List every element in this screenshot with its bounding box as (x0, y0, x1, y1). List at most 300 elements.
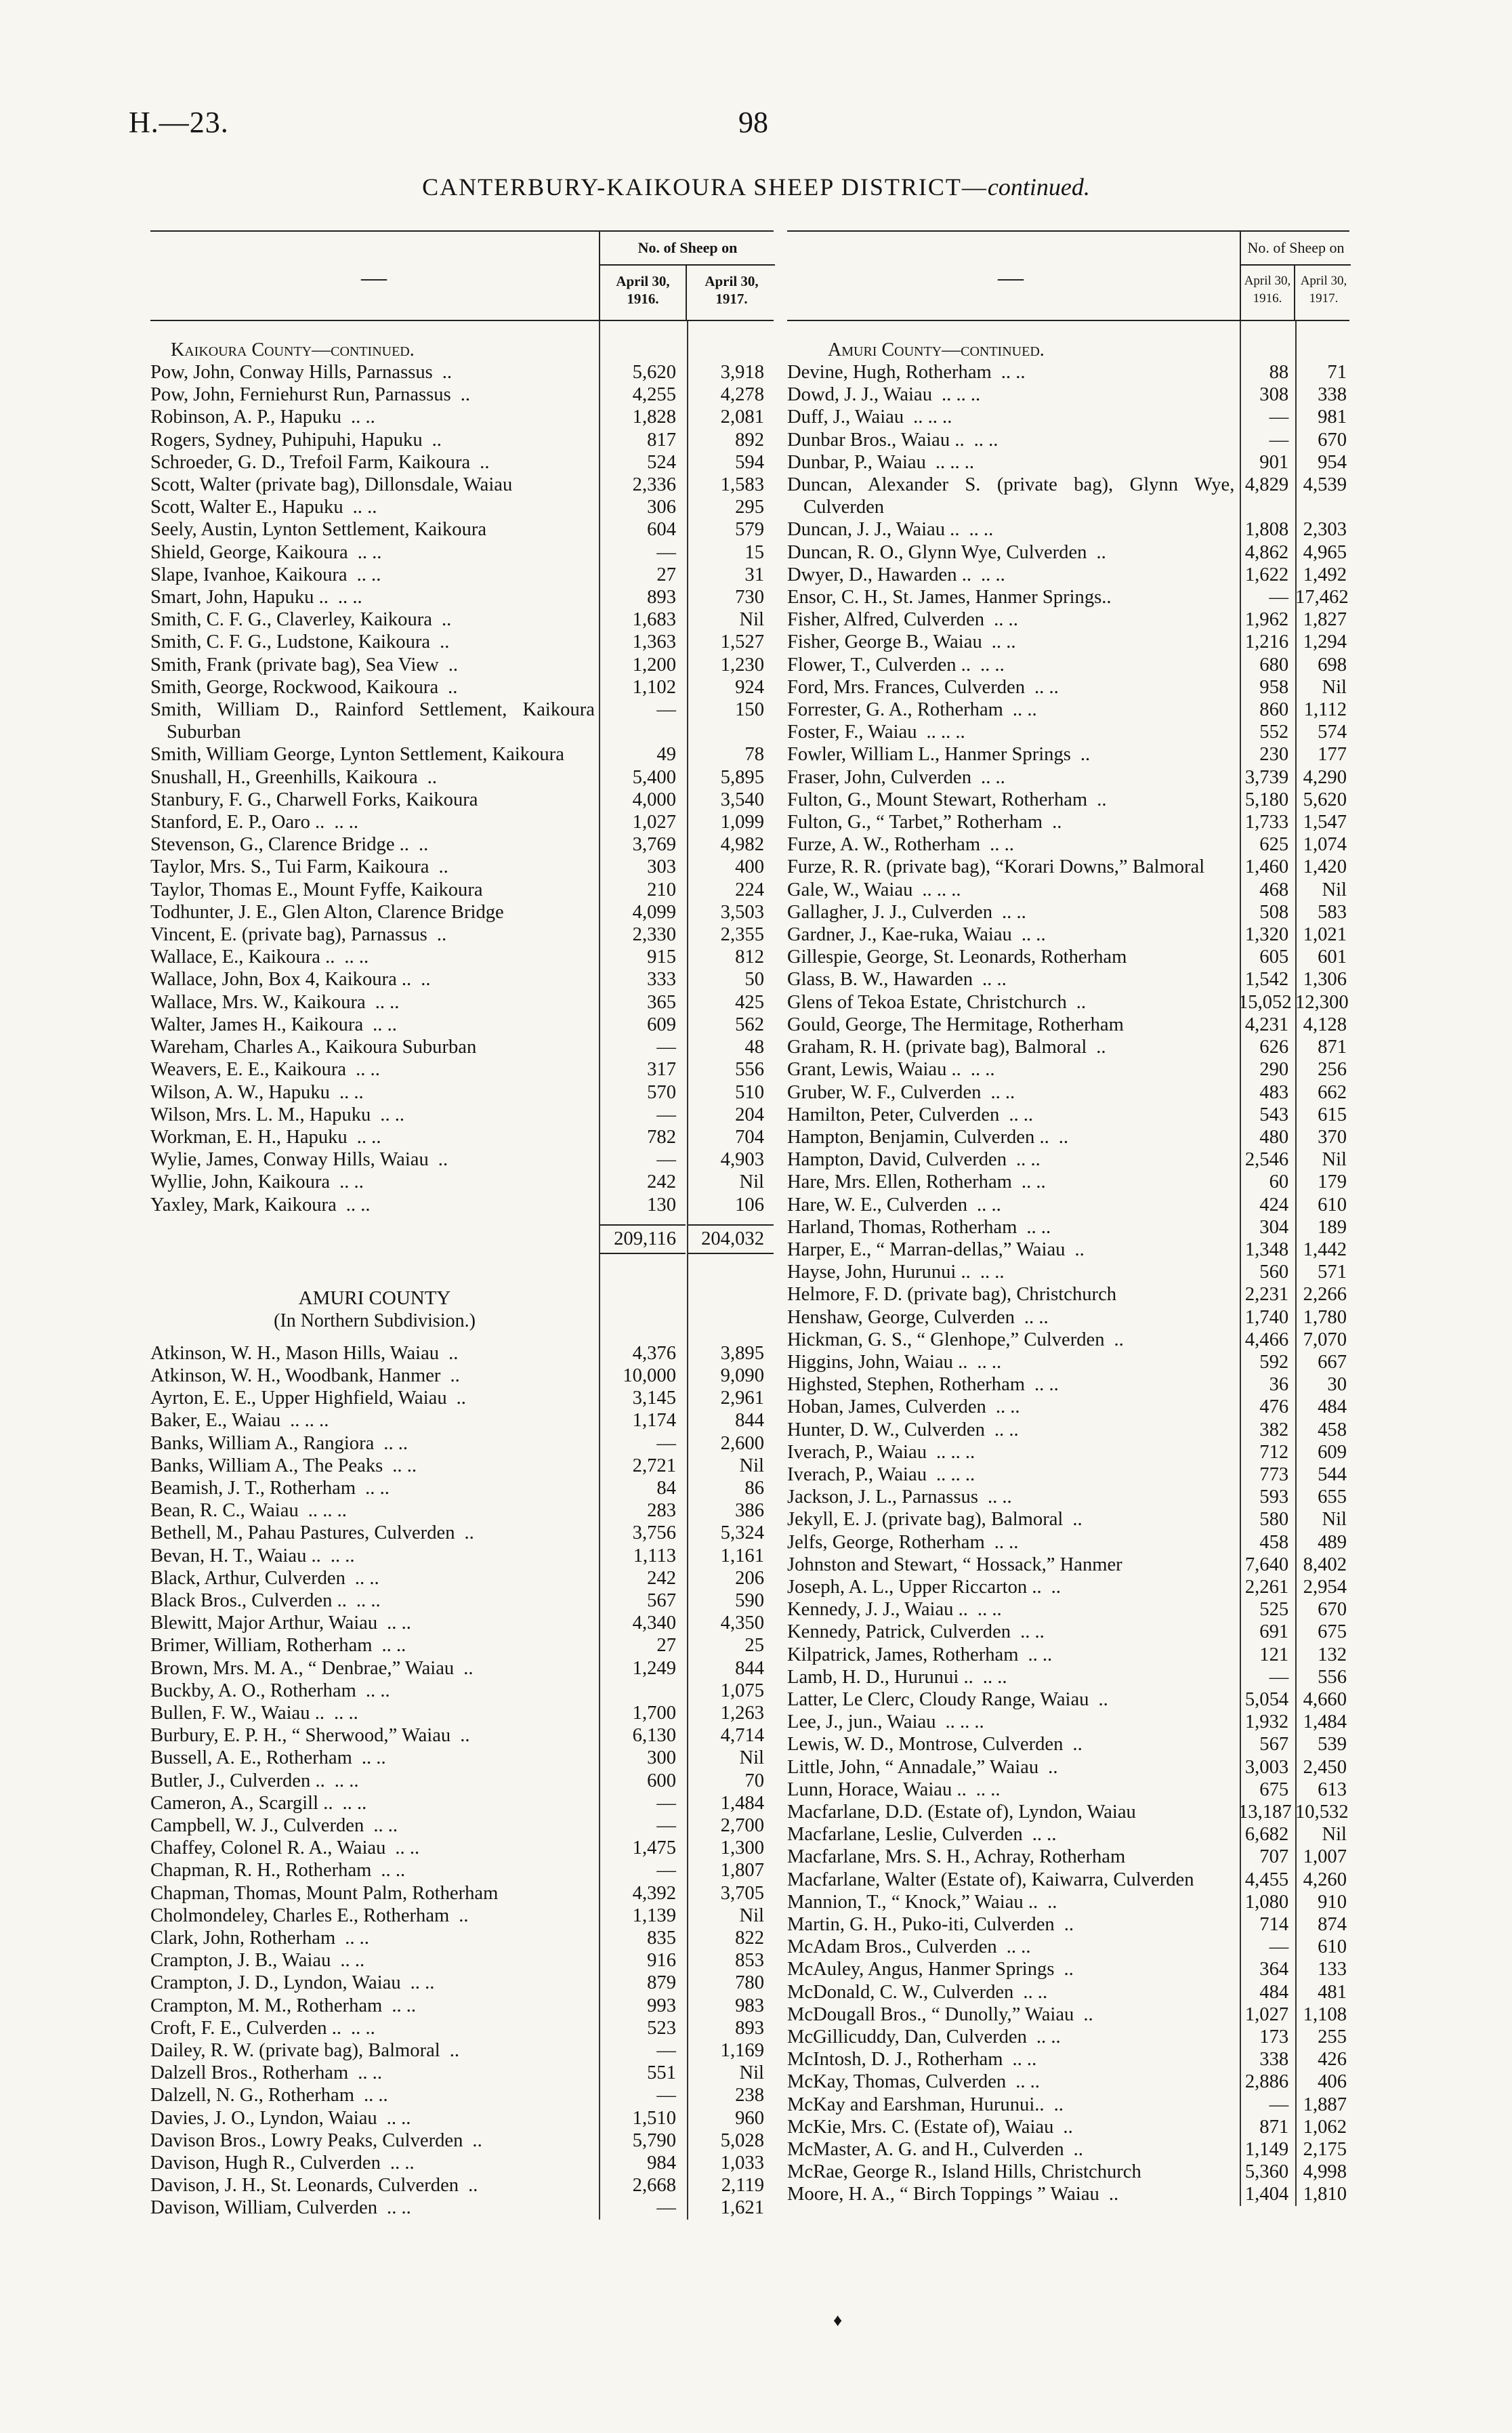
left-column-header (150, 230, 774, 321)
sheep-1917: 48 (744, 1037, 764, 1058)
owner-name (150, 1972, 599, 1994)
owner-name (787, 1373, 1238, 1396)
sheep-1916: 958 (1259, 676, 1289, 698)
owner-name-text: Mannion, T., “ Knock,” Waiau .. (787, 1891, 1038, 1913)
owner-name-text: McKay, Thomas, Culverden (787, 2071, 1007, 2093)
sheep-1917: 133 (1318, 1959, 1347, 1980)
owner-name (787, 1104, 1238, 1126)
table-row (150, 743, 774, 766)
sheep-1917: 556 (1318, 1666, 1347, 1688)
owner-name-text: Slape, Ivanhoe, Kaikoura (150, 564, 348, 585)
table-row (150, 1634, 774, 1657)
owner-name (787, 946, 1238, 968)
owner-name-text: Wyllie, John, Kaikoura (150, 1171, 331, 1193)
owner-name (787, 901, 1238, 923)
table-row (787, 383, 1349, 406)
owner-name (787, 1531, 1238, 1554)
table-row (787, 1688, 1349, 1711)
sheep-1916: 580 (1259, 1509, 1289, 1531)
sheep-1916: 543 (1259, 1104, 1289, 1125)
sheep-1916: 2,336 (632, 474, 676, 496)
sheep-1917: 8,402 (1303, 1554, 1347, 1575)
leader-dots: .. .. (356, 1059, 380, 1081)
owner-name (150, 1859, 599, 1881)
sheep-1916: — (656, 1432, 676, 1454)
owner-name (150, 654, 599, 676)
owner-name (787, 429, 1238, 451)
sheep-1917: 71 (1327, 362, 1347, 383)
leader-dots: .. .. (387, 2197, 411, 2219)
leader-dots: .. (1080, 744, 1091, 766)
sheep-1917: 4,539 (1303, 474, 1347, 496)
table-row (787, 1823, 1349, 1846)
sheep-1917: 1,780 (1303, 1306, 1347, 1328)
leader-dots: .. .. (1001, 362, 1026, 383)
leader-dots: .. .. (994, 1531, 1019, 1553)
sheep-1917: 981 (1318, 407, 1347, 428)
sheep-1916: 1,808 (1244, 519, 1289, 541)
owner-name-text: Bethell, M., Pahau Pastures, Culverden (150, 1522, 455, 1544)
owner-name-text: Foster, F., Waiau (787, 722, 917, 743)
leader-dots: .. (472, 2129, 482, 2151)
owner-name-text: Chaffey, Colonel R. A., Waiau (150, 1837, 386, 1859)
owner-name (787, 1981, 1238, 2003)
table-row (787, 2003, 1349, 2026)
sheep-1917: 4,260 (1303, 1869, 1347, 1890)
owner-name (150, 2084, 599, 2106)
table-row (150, 1995, 774, 2017)
table-row (150, 1432, 774, 1455)
leader-dots: .. .. (410, 1972, 435, 1994)
owner-name-text: Furze, R. R. (private bag), “Korari Downs,” Balmoral (787, 856, 1205, 878)
owner-name (787, 1711, 1238, 1733)
year-1916-header: April 30, 1916. (600, 266, 687, 320)
sheep-1916: 230 (1259, 744, 1289, 766)
leader-dots: .. .. (381, 1860, 406, 1881)
leader-dots: .. .. .. (942, 384, 981, 406)
year-1917-header: April 30, 1917. (705, 273, 759, 307)
sheep-1917: 1,007 (1303, 1846, 1347, 1868)
owner-name-text: Martin, G. H., Puko-iti, Culverden (787, 1914, 1055, 1936)
leader-dots: .. .. (334, 1702, 358, 1724)
leader-dots: .. .. (1012, 699, 1037, 721)
table-row (787, 1373, 1349, 1396)
sheep-1916: 1,174 (632, 1410, 676, 1432)
owner-name (787, 856, 1238, 878)
owner-name (787, 1958, 1238, 1980)
leader-dots: .. .. (982, 1666, 1007, 1688)
owner-name-text: Stanford, E. P., Oaro .. (150, 812, 325, 833)
sheep-1917: 960 (735, 2107, 764, 2129)
sheep-1917: 1,442 (1303, 1239, 1347, 1260)
leader-dots: .. .. (365, 1680, 390, 1701)
leader-dots: .. (432, 429, 442, 451)
owner-name-text: Graham, R. H. (private bag), Balmoral (787, 1037, 1087, 1058)
table-row (150, 901, 774, 923)
owner-name (150, 1905, 599, 1927)
county-total-row (150, 1224, 774, 1254)
sheep-1916: 1,102 (632, 676, 676, 698)
owner-name (150, 1126, 599, 1148)
owner-name (787, 1171, 1238, 1193)
sheep-1916: — (1269, 2094, 1289, 2115)
amuri-subdivision: (In Northern Subdivision.) (274, 1310, 476, 1331)
table-row (150, 1477, 774, 1499)
leader-dots: .. (448, 654, 459, 675)
leader-dots: .. .. (977, 1194, 1001, 1215)
page-title: CANTERBURY-KAIKOURA SHEEP DISTRICT—continued. (422, 173, 1090, 201)
owner-name (787, 1419, 1238, 1441)
leader-dots: .. (480, 451, 490, 473)
sheep-1916: 242 (647, 1171, 676, 1193)
sheep-1916: — (656, 1104, 676, 1125)
table-row (787, 991, 1349, 1014)
owner-name-text: Atkinson, W. H., Mason Hills, Waiau (150, 1342, 440, 1364)
leader-dots: .. (1072, 1734, 1083, 1755)
sheep-1916: — (656, 2197, 676, 2219)
owner-name-text: Smith, Frank (private bag), Sea View (150, 654, 439, 675)
sheep-1916: 552 (1259, 722, 1289, 743)
owner-name (787, 2003, 1238, 2026)
owner-name (150, 1194, 599, 1216)
owner-name (787, 1936, 1238, 1958)
owner-name-text: Ensor, C. H., St. James, Hanmer Springs.. (787, 587, 1112, 608)
table-row (150, 1882, 774, 1905)
leader-dots: .. .. (395, 1837, 420, 1859)
leader-dots: .. (1063, 2116, 1073, 2138)
sheep-1917: 3,705 (720, 1882, 764, 1904)
sheep-1916: 551 (647, 2062, 676, 2084)
owner-name (150, 1724, 599, 1747)
table-row (787, 654, 1349, 676)
table-row (150, 2039, 774, 2062)
leader-dots: .. (1058, 1126, 1069, 1148)
table-row (150, 1171, 774, 1193)
owner-name (150, 1148, 599, 1171)
sheep-1916: 524 (647, 451, 676, 473)
sheep-1916: 1,510 (632, 2107, 676, 2129)
table-row (150, 1702, 774, 1724)
leader-dots: .. .. (1021, 924, 1046, 946)
sheep-1916: 707 (1259, 1846, 1289, 1868)
table-row (787, 1666, 1349, 1688)
owner-name (787, 789, 1238, 811)
table-row (150, 1522, 774, 1544)
leader-dots: .. .. (345, 1928, 369, 1949)
table-row (787, 1261, 1349, 1283)
leader-dots: .. (441, 609, 452, 631)
owner-name-text: Vincent, E. (private bag), Parnassus (150, 924, 427, 946)
sheep-1916: 1,683 (632, 609, 676, 631)
owner-name (787, 721, 1238, 743)
table-row (787, 923, 1349, 946)
sheep-1917: 458 (1318, 1419, 1347, 1440)
owner-name (150, 1477, 599, 1499)
sheep-1917: Nil (1322, 676, 1347, 698)
owner-name (787, 2183, 1238, 2205)
sheep-1916: 364 (1259, 1959, 1289, 1980)
sheep-1917: 4,982 (720, 834, 764, 856)
sheep-1916: 424 (1259, 1194, 1289, 1215)
sheep-1917: 3,540 (720, 789, 764, 810)
table-row (787, 541, 1349, 564)
sheep-1916: 333 (647, 969, 676, 991)
sheep-1917: 4,998 (1303, 2161, 1347, 2183)
sheep-1916: 27 (656, 564, 676, 585)
table-row (787, 1869, 1349, 1891)
owner-name-text: McKie, Mrs. C. (Estate of), Waiau (787, 2116, 1054, 2138)
table-row (150, 654, 774, 676)
owner-name-text: Macfarlane, D.D. (Estate of), Lyndon, Waiau (787, 1802, 1136, 1823)
leader-dots: .. .. (381, 1635, 406, 1657)
sheep-1917: 675 (1318, 1621, 1347, 1643)
owner-name (150, 406, 599, 428)
sheep-1917: 1,527 (720, 631, 764, 653)
owner-name-text: Lamb, H. D., Hurunui .. (787, 1666, 973, 1688)
owner-name-text: Dunbar Bros., Waiau .. (787, 429, 965, 451)
owner-name-text: Smith, George, Rockwood, Kaikoura (150, 676, 439, 698)
owner-name (150, 518, 599, 541)
owner-name (787, 1058, 1238, 1081)
owner-name-text: Helmore, F. D. (private bag), Christchurch (787, 1284, 1117, 1306)
table-row (150, 1905, 774, 1927)
sheep-1917: 1,075 (720, 1680, 764, 1701)
table-row (787, 1058, 1349, 1081)
owner-name-text: Banks, William A., The Peaks (150, 1455, 383, 1476)
table-row (150, 2107, 774, 2129)
sheep-1916: 365 (647, 991, 676, 1013)
owner-name-text: Pow, John, Conway Hills, Parnassus (150, 362, 433, 383)
sheep-1917: 7,070 (1303, 1329, 1347, 1350)
sheep-1917: 1,112 (1303, 699, 1347, 721)
owner-name-text: Fowler, William L., Hanmer Springs (787, 744, 1071, 766)
year-1917-header: April 30, 1917. (1300, 274, 1347, 306)
sheep-1916: 523 (647, 2017, 676, 2039)
sheep-1916: 1,932 (1244, 1711, 1289, 1733)
table-row (150, 1014, 774, 1036)
sheep-1917: 1,547 (1303, 812, 1347, 833)
sheep-1917: 1,621 (720, 2197, 764, 2219)
sheep-1917: 3,503 (720, 901, 764, 923)
leader-dots: .. (1076, 991, 1087, 1013)
owner-name (150, 564, 599, 586)
owner-name (787, 2161, 1238, 2183)
table-row (787, 901, 1349, 923)
owner-name-text: Atkinson, W. H., Woodbank, Hanmer (150, 1365, 441, 1386)
sheep-1917: Nil (1322, 1509, 1347, 1531)
sheep-1916: 468 (1259, 879, 1289, 900)
sheep-1916: 675 (1259, 1779, 1289, 1800)
table-row (150, 1409, 774, 1432)
leader-dots: .. .. (1034, 1374, 1059, 1396)
sheep-1917: 544 (1318, 1463, 1347, 1485)
sheep-1917: 1,230 (720, 654, 764, 675)
owner-name-text: Dunbar, P., Waiau (787, 451, 926, 473)
table-row (150, 1859, 774, 1881)
sheep-1916: 1,404 (1244, 2184, 1289, 2205)
leader-dots: .. .. .. (926, 722, 965, 743)
sheep-1917: 698 (1318, 654, 1347, 675)
owner-name-text: Duncan, J. J., Waiau .. (787, 519, 960, 541)
table-row (150, 2062, 774, 2084)
sheep-1916: 458 (1259, 1531, 1289, 1553)
sheep-1917: 655 (1318, 1486, 1347, 1508)
owner-name (150, 1814, 599, 1837)
table-row (150, 2174, 774, 2197)
table-row (787, 474, 1349, 518)
table-row (150, 451, 774, 474)
table-row (787, 564, 1349, 586)
owner-name (787, 833, 1238, 856)
sheep-1917: 4,903 (720, 1149, 764, 1171)
sheep-1917: 31 (744, 564, 764, 585)
owner-name-text: Fisher, Alfred, Culverden (787, 609, 985, 631)
owner-name-text: Walter, James H., Kaikoura (150, 1014, 364, 1035)
sheep-1916: 4,466 (1244, 1329, 1289, 1350)
sheep-1916: — (656, 699, 676, 721)
leader-dots: .. (460, 1725, 470, 1747)
owner-name-text: Hickman, G. S., “ Glenhope,” Culverden (787, 1329, 1105, 1350)
sheep-1917: 370 (1318, 1126, 1347, 1148)
sheep-1917: 1,169 (720, 2040, 764, 2062)
sheep-1916: — (656, 1814, 676, 1836)
table-row (787, 608, 1349, 631)
sheep-1916: 901 (1259, 451, 1289, 473)
sheep-1916: 680 (1259, 654, 1289, 675)
sheep-1916: 879 (647, 1972, 676, 1994)
owner-name (150, 699, 599, 743)
sheep-1916: 4,455 (1244, 1869, 1289, 1890)
owner-name (787, 1756, 1238, 1779)
owner-name (787, 1306, 1238, 1329)
owner-name (787, 699, 1238, 721)
table-row (787, 1711, 1349, 1733)
owner-name-text: Gallagher, J. J., Culverden (787, 901, 992, 923)
owner-name (787, 1598, 1238, 1621)
sheep-1916: 6,130 (632, 1725, 676, 1747)
leader-dots: .. .. (351, 407, 375, 428)
owner-name (787, 1621, 1238, 1643)
leader-dots: .. (448, 676, 458, 698)
sheep-1917: 1,062 (1303, 2116, 1347, 2138)
leader-dots: .. (459, 1905, 469, 1926)
leader-dots: .. .. (990, 834, 1014, 856)
sheep-1916: 484 (1259, 1981, 1289, 2003)
owner-name (787, 811, 1238, 833)
owner-name-text: Joseph, A. L., Upper Riccarton .. (787, 1576, 1042, 1598)
sheep-1917: 10,532 (1295, 1802, 1349, 1823)
owner-name (787, 1126, 1238, 1148)
leader-dots: .. (1073, 2139, 1083, 2161)
owner-name (787, 1014, 1238, 1036)
sheep-1917: 295 (735, 497, 764, 518)
table-row (787, 968, 1349, 991)
owner-name-text: Latter, Le Clerc, Cloudy Range, Waiau (787, 1688, 1089, 1710)
owner-name-text: Fulton, G., Mount Stewart, Rotherham (787, 789, 1088, 810)
sheep-1917: 5,620 (1303, 789, 1347, 810)
owner-name-text: Seely, Austin, Lynton Settlement, Kaikoura (150, 519, 487, 541)
owner-name-text: Schroeder, G. D., Trefoil Farm, Kaikoura (150, 451, 471, 473)
table-row (787, 2048, 1349, 2071)
right-table-body (787, 321, 1349, 2206)
sheep-1916: 2,330 (632, 924, 676, 946)
table-row (150, 429, 774, 451)
sheep-1917: 3,895 (720, 1342, 764, 1364)
leader-dots: .. (464, 1522, 474, 1544)
owner-name-text: Fisher, George B., Waiau (787, 631, 982, 653)
table-row (150, 2129, 774, 2152)
table-row (787, 1756, 1349, 1779)
owner-name (150, 1365, 599, 1387)
sheep-1916: 626 (1259, 1037, 1289, 1058)
table-row (150, 1387, 774, 1409)
owner-name-text: Stanbury, F. G., Charwell Forks, Kaikoura (150, 789, 478, 810)
sheep-1916: 300 (647, 1747, 676, 1769)
report-reference: H.—23. (129, 106, 229, 139)
table-row (150, 564, 774, 586)
sheep-1917: 613 (1318, 1779, 1347, 1800)
leader-dots: .. .. (392, 1995, 417, 2016)
sheep-1916: 1,962 (1244, 609, 1289, 631)
sheep-1916: 1,828 (632, 407, 676, 428)
leader-dots: .. (463, 1657, 474, 1679)
sheep-1917: 386 (735, 1500, 764, 1522)
owner-name-text: Croft, F. E., Culverden .. (150, 2017, 342, 2039)
leader-dots: .. (1072, 1509, 1083, 1531)
table-row (787, 811, 1349, 833)
sheep-1916: 2,721 (632, 1455, 676, 1476)
table-row (787, 1351, 1349, 1373)
leader-dots: .. .. (1016, 1149, 1041, 1171)
sheep-1917: 484 (1318, 1396, 1347, 1418)
owner-name-text: Davison, J. H., St. Leonards, Culverden (150, 2175, 459, 2197)
leader-dots: .. .. .. (922, 879, 961, 900)
owner-name (150, 1499, 599, 1522)
owner-name-text: Fraser, John, Culverden (787, 766, 972, 788)
leader-dots: .. .. (354, 1567, 379, 1589)
sheep-1916: 308 (1259, 384, 1289, 406)
leader-dots: .. .. (345, 1194, 371, 1215)
owner-name (150, 631, 599, 653)
sheep-1917: 667 (1318, 1351, 1347, 1373)
owner-name-text: Bullen, F. W., Waiau .. (150, 1702, 324, 1724)
owner-name-text: Lunn, Horace, Waiau .. (787, 1779, 967, 1800)
table-row (150, 1545, 774, 1567)
owner-name-text: Scott, Walter E., Hapuku (150, 497, 343, 518)
sheep-1917: 2,954 (1303, 1576, 1347, 1598)
left-table-body (150, 321, 774, 2220)
leader-dots: .. .. (342, 1792, 367, 1814)
left-column (150, 230, 774, 2220)
leader-dots: .. (418, 834, 429, 856)
owner-name (787, 1463, 1238, 1486)
table-row (787, 1104, 1349, 1126)
leader-dots: .. (456, 1388, 466, 1409)
owner-name (150, 2197, 599, 2219)
owner-name-text: Snushall, H., Greenhills, Kaikoura (150, 766, 418, 788)
leader-dots: .. (1098, 1688, 1108, 1710)
sheep-1916: 480 (1259, 1126, 1289, 1148)
sheep-1917: 425 (735, 991, 764, 1013)
sheep-1916: 60 (1269, 1171, 1289, 1193)
owner-name (150, 1770, 599, 1792)
owner-name-text: Harper, E., “ Marran-dellas,” Waiau (787, 1239, 1066, 1260)
sheep-1917: 256 (1318, 1059, 1347, 1081)
table-row (787, 1891, 1349, 1913)
sheep-1916: 5,054 (1244, 1688, 1289, 1710)
owner-name (787, 564, 1238, 586)
sheep-1916: — (1269, 1666, 1289, 1688)
